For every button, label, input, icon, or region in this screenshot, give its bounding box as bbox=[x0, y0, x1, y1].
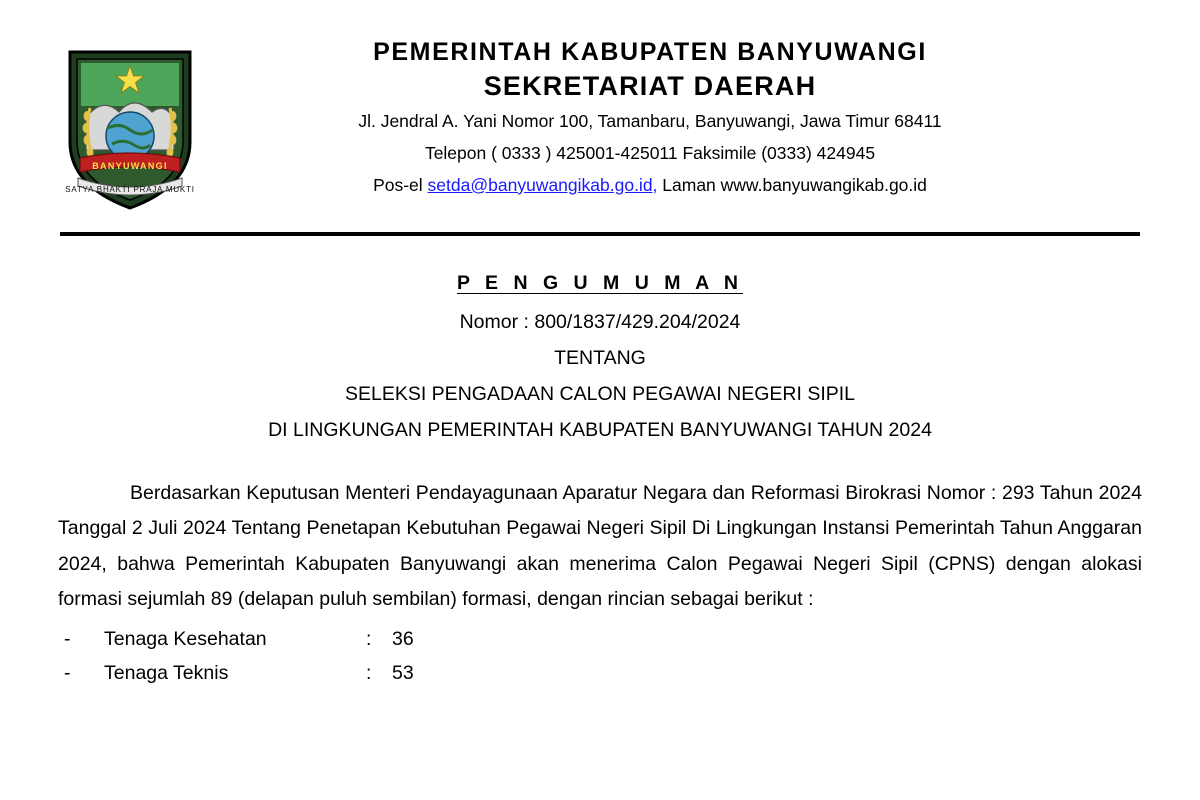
header-divider bbox=[0, 232, 1200, 236]
organization-name-line-2: SEKRETARIAT DAERAH bbox=[483, 70, 817, 101]
svg-text:SATYA BHAKTI PRAJA MUKTI: SATYA BHAKTI PRAJA MUKTI bbox=[65, 185, 195, 194]
email-line bbox=[200, 173, 1100, 198]
document-body bbox=[0, 476, 1200, 690]
list-item-value: 53 bbox=[392, 662, 414, 685]
crest-logo bbox=[60, 38, 200, 214]
about-label: TENTANG bbox=[554, 347, 646, 369]
subject-line-2: DI LINGKUNGAN PEMERINTAH KABUPATEN BANYUWANGI TAHUN 2024 bbox=[268, 419, 932, 441]
document-number: Nomor : 800/1837/429.204/2024 bbox=[459, 311, 741, 333]
list-bullet: - bbox=[64, 627, 71, 650]
organization-name-line-1: PEMERINTAH KABUPATEN BANYUWANGI bbox=[373, 38, 927, 66]
list-item bbox=[58, 622, 1142, 656]
title-block bbox=[0, 272, 1200, 442]
svg-text:BANYUWANGI: BANYUWANGI bbox=[92, 161, 168, 171]
list-item-label: Tenaga Kesehatan bbox=[104, 627, 267, 650]
body-paragraph: Berdasarkan Keputusan Menteri Pendayagunaan Aparatur Negara dan Reformasi Birokrasi Nomor : 293 Tahun 2024 Tanggal 2 Juli 2024 Tentang Penetapan Kebutuhan Pegawai Negeri Sipil Di Lingkungan Instansi Pemerintah Tahun Anggaran 2024, bahwa Pemerintah Kabupaten Banyuwangi akan menerima Calon Pegawai Negeri Sipil (CPNS) dengan alokasi formasi sejumlah 89 (delapan puluh sembilan) formasi, dengan rincian sebagai berikut : bbox=[58, 482, 1142, 611]
horizontal-rule bbox=[60, 232, 1140, 236]
list-item-value: 36 bbox=[392, 627, 414, 650]
banyuwangi-regency-coat-of-arms-icon bbox=[64, 46, 196, 214]
email-prefix-label: Pos-el bbox=[373, 174, 428, 195]
address-line: Jl. Jendral A. Yani Nomor 100, Tamanbaru, Banyuwangi, Jawa Timur 68411 bbox=[358, 110, 942, 131]
letterhead-text bbox=[200, 38, 1140, 197]
formation-list bbox=[58, 622, 1142, 690]
list-item-colon: : bbox=[366, 627, 372, 650]
website-label: Laman www.banyuwangikab.go.id bbox=[657, 174, 927, 195]
phone-line: Telepon ( 0333 ) 425001-425011 Faksimile (0333) 424945 bbox=[424, 142, 876, 163]
page-title: P E N G U M U M A N bbox=[456, 272, 744, 294]
list-item-colon: : bbox=[366, 662, 372, 685]
list-bullet: - bbox=[64, 662, 71, 685]
letterhead bbox=[0, 0, 1200, 214]
list-item-label: Tenaga Teknis bbox=[104, 662, 229, 685]
list-item bbox=[58, 656, 1142, 690]
subject-line-1: SELEKSI PENGADAAN CALON PEGAWAI NEGERI SIPIL bbox=[344, 383, 856, 405]
email-link[interactable]: setda@banyuwangikab.go.id, bbox=[427, 174, 658, 195]
